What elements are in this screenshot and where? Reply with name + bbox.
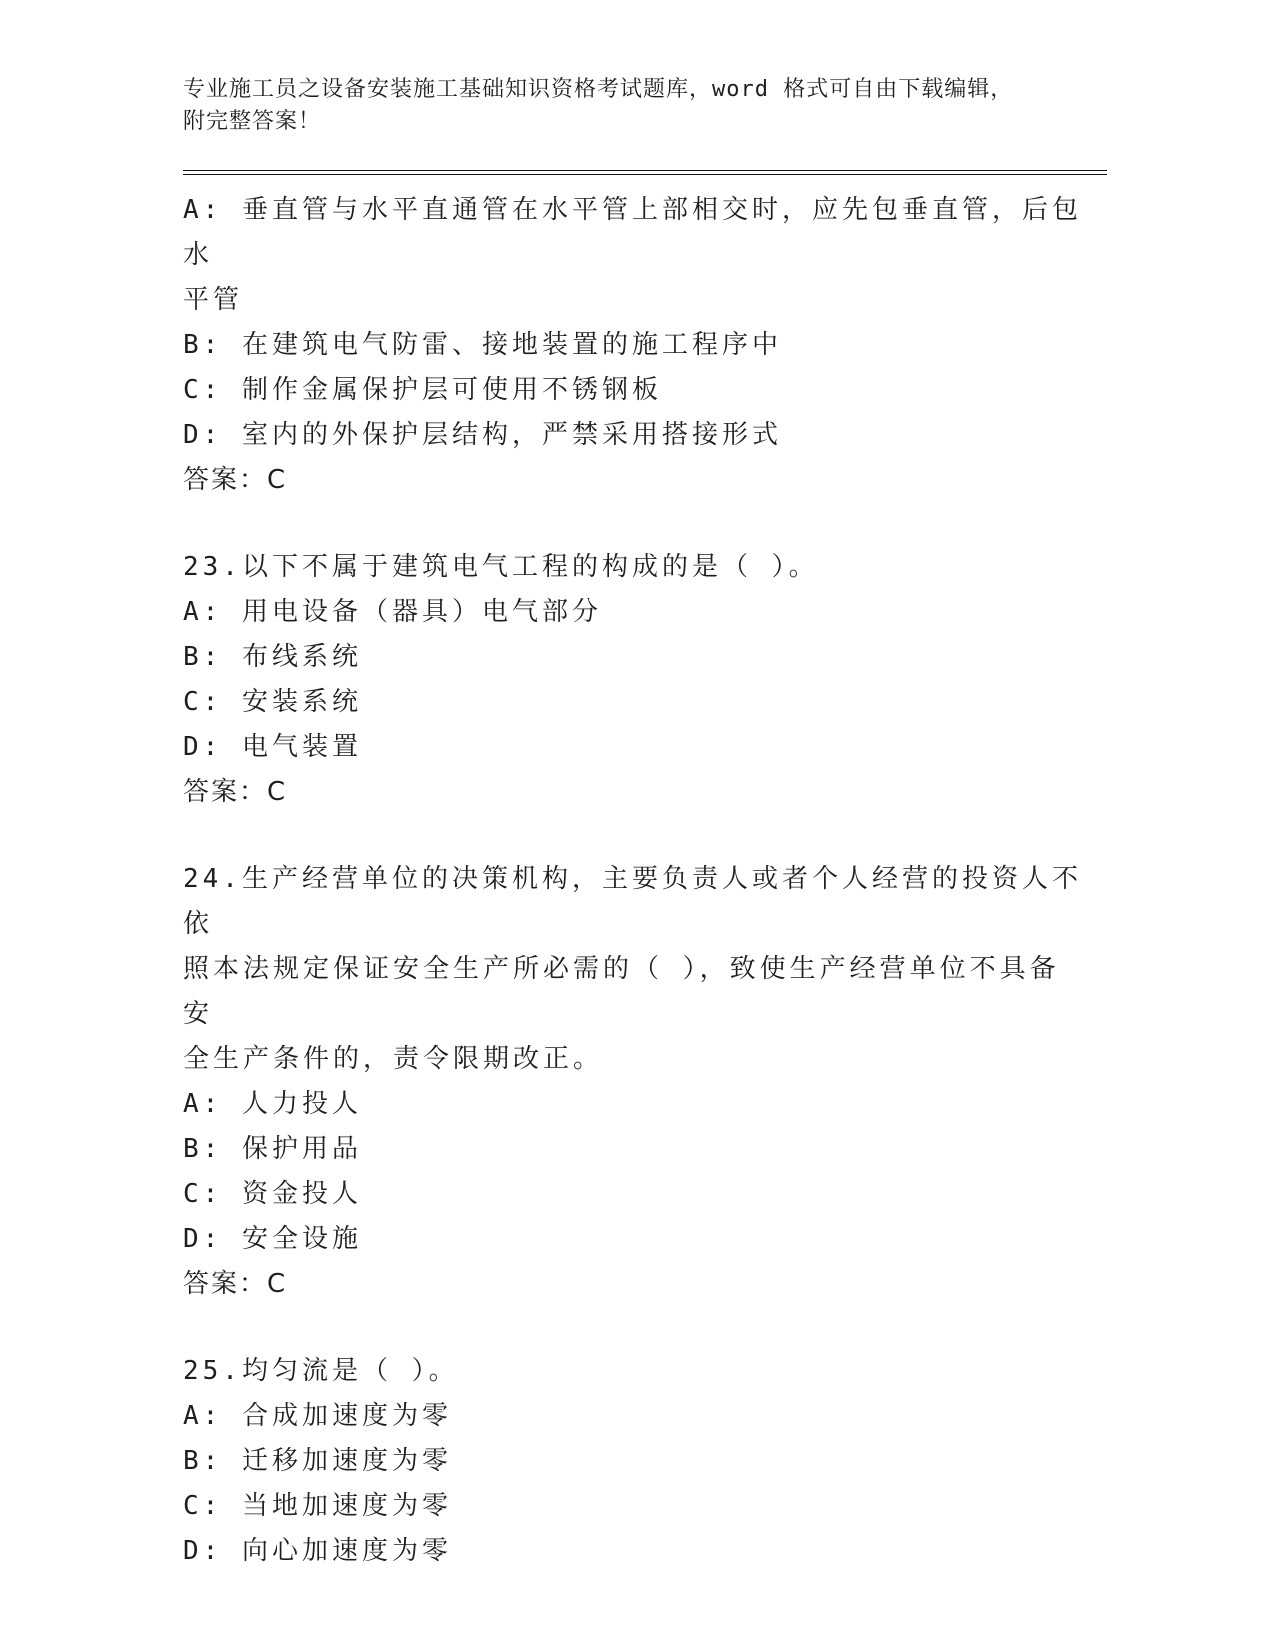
answer: 答案：C [183, 1269, 288, 1299]
option-b: B: 布线系统 [183, 642, 362, 672]
spacer [183, 815, 1083, 857]
question-stem-line-3: 全生产条件的，责令限期改正。 [183, 1044, 604, 1074]
spacer [183, 503, 1083, 545]
option-d: D: 向心加速度为零 [183, 1536, 452, 1566]
option-a: A: 用电设备（器具）电气部分 [183, 597, 602, 627]
answer: 答案：C [183, 777, 288, 807]
question-stem-line-2: 照本法规定保证安全生产所必需的（ ），致使生产经营单位不具备安 [183, 954, 1060, 1029]
question-25 [183, 1349, 1083, 1574]
question-list [183, 188, 1083, 1574]
document-header [183, 74, 1063, 138]
question-stem: 25.均匀流是（ ）。 [183, 1356, 459, 1386]
option-a: A: 人力投人 [183, 1089, 362, 1119]
option-c: C: 安装系统 [183, 687, 362, 717]
option-d: D: 安全设施 [183, 1224, 362, 1254]
spacer [183, 1307, 1083, 1349]
option-a: A: 垂直管与水平直通管在水平管上部相交时，应先包垂直管，后包水 [183, 195, 1082, 270]
option-d: D: 电气装置 [183, 732, 362, 762]
header-line-2: 附完整答案！ [183, 109, 322, 134]
option-a: A: 合成加速度为零 [183, 1401, 452, 1431]
option-d: D: 室内的外保护层结构，严禁采用搭接形式 [183, 420, 782, 450]
option-c: C: 制作金属保护层可使用不锈钢板 [183, 375, 662, 405]
question-stem-line-1: 24.生产经营单位的决策机构，主要负责人或者个人经营的投资人不依 [183, 864, 1082, 939]
header-divider-bottom [183, 174, 1107, 175]
question-22-tail [183, 188, 1083, 503]
header-divider-top [183, 170, 1107, 171]
option-a-continued: 平管 [183, 285, 244, 315]
header-line-1: 专业施工员之设备安装施工基础知识资格考试题库，word 格式可自由下载编辑， [183, 77, 1014, 102]
question-24 [183, 857, 1083, 1307]
option-c: C: 资金投人 [183, 1179, 362, 1209]
option-b: B: 在建筑电气防雷、接地装置的施工程序中 [183, 330, 782, 360]
question-stem: 23.以下不属于建筑电气工程的构成的是（ ）。 [183, 552, 819, 582]
answer: 答案：C [183, 465, 288, 495]
question-23 [183, 545, 1083, 815]
option-b: B: 迁移加速度为零 [183, 1446, 452, 1476]
option-c: C: 当地加速度为零 [183, 1491, 452, 1521]
option-b: B: 保护用品 [183, 1134, 362, 1164]
